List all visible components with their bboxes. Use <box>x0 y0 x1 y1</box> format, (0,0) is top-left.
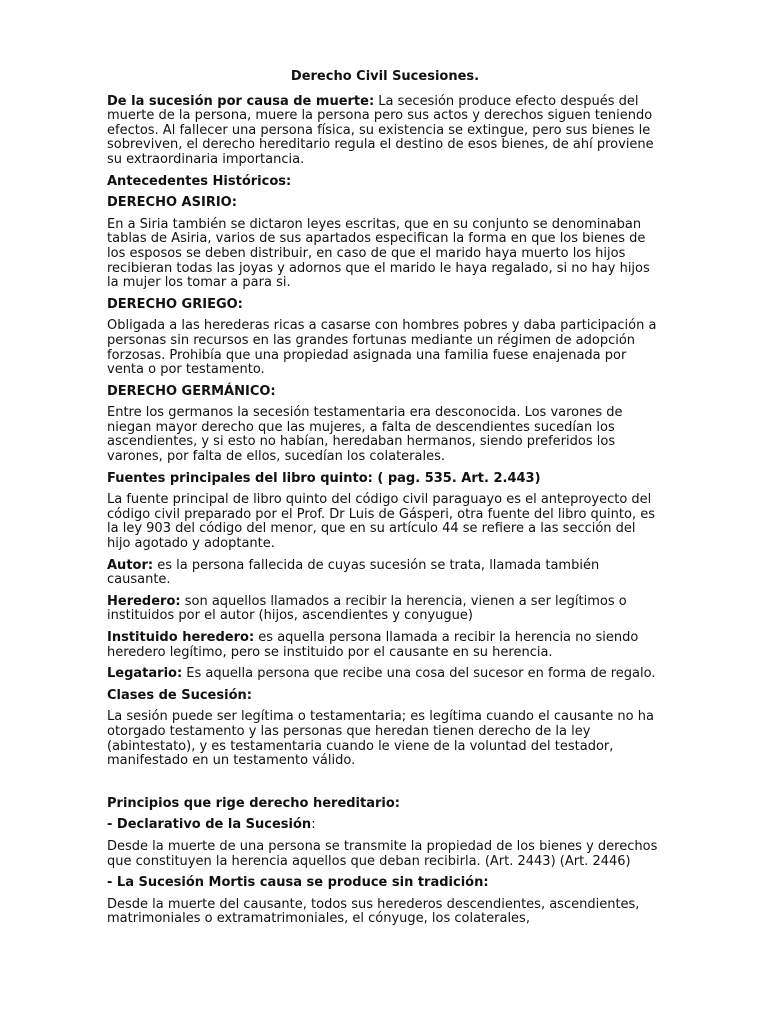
definition-instituido <box>107 631 663 660</box>
document-page <box>107 70 663 934</box>
fuentes-heading: Fuentes principales del libro quinto: ( pag. 535. Art. 2.443) <box>107 470 541 486</box>
fuentes-paragraph: La fuente principal de libro quinto del código civil paraguayo es el anteproyecto del código civil preparado por el Prof. Dr Luis de Gásperi, otra fuente del libro quinto, es la ley 903 del código del menor, que en su artículo 44 se refiere a las sección del hijo agotado y adoptante. <box>107 492 655 552</box>
definition-text: es aquella persona llamada a recibir la herencia no siendo heredero legítimo, pero se instituido por el causante en su herencia. <box>107 630 639 660</box>
definition-heredero <box>107 595 663 624</box>
definition-term: Heredero: <box>107 593 181 609</box>
principios-heading: Principios que rige derecho hereditario: <box>107 795 401 811</box>
intro-paragraph <box>107 95 663 168</box>
intro-term: De la sucesión por causa de muerte: <box>107 93 375 109</box>
germanico-paragraph: Entre los germanos la secesión testamentaria era desconocida. Los varones de niegan mayor derecho que las mujeres, a falta de descendientes sucedían los ascendientes, y si esto no habían, heredaban hermanos, siendo preferidos los varones, por falta de ellos, sucedían los colaterales. <box>107 405 623 465</box>
antecedentes-heading: Antecedentes Históricos: <box>107 173 292 189</box>
definition-term: Instituido heredero: <box>107 630 255 645</box>
definition-text: son aquellos llamados a recibir la herencia, vienen a ser legítimos o instituidos por el autor (hijos, ascendientes y conyugue) <box>107 593 627 624</box>
definition-text: es la persona fallecida de cuyas sucesión se trata, llamada también causante. <box>107 557 600 588</box>
mortis-paragraph: Desde la muerte del causante, todos sus herederos descendientes, ascendientes, matrimoniales o extramatrimoniales, el cónyuge, los colaterales, <box>107 896 640 927</box>
griego-heading: DERECHO GRIEGO: <box>107 296 243 312</box>
document-title: Derecho Civil Sucesiones. <box>290 69 480 84</box>
definition-text: Es aquella persona que recibe una cosa del sucesor en forma de regalo. <box>182 666 656 682</box>
intro-text: La secesión produce efecto después del muerte de la persona, muere la persona pero sus actos y derechos siguen teniendo efectos. Al fallecer una persona física, su existencia se extingue, pero sus bienes le sobreviven, el derecho hereditario regula el destino de esos bienes, de ahí proviene su extraordinaria importancia. <box>107 93 654 167</box>
asirio-heading: DERECHO ASIRIO: <box>107 195 237 211</box>
declarativo-heading-suffix: : <box>311 817 316 833</box>
declarativo-heading <box>107 818 663 833</box>
mortis-heading: - La Sucesión Mortis causa se produce sin tradición: <box>107 875 489 891</box>
asirio-paragraph: En a Siria también se dictaron leyes escritas, que en su conjunto se denominaban tablas de Asiria, varios de sus apartados especifican la forma en que los bienes de los esposos se deben distribuir, en caso de que el marido haya muerto los hijos recibieran todas las joyas y adornos que el marido le haya regalado, si no hay hijos la mujer los tomar a para si. <box>107 216 650 291</box>
griego-paragraph: Obligada a las herederas ricas a casarse con hombres pobres y daba participación a personas sin recursos en las grandes fortunas mediante un régimen de adopción forzosas. Prohibía que una propiedad asignada una familia fuese enajenada por venta o por testamento. <box>107 318 657 378</box>
blank-line <box>107 776 663 797</box>
clases-paragraph: La sesión puede ser legítima o testamentaria; es legítima cuando el causante no ha otorgado testamento y las personas que heredan tienen derecho de la ley (abintestato), y es testamentaria cuando le viene de la voluntad del testador, manifestado en un testamento válido. <box>107 709 654 769</box>
germanico-heading: DERECHO GERMÁNICO: <box>107 383 276 399</box>
definition-term: Autor: <box>107 557 154 573</box>
declarativo-heading-text: - Declarativo de la Sucesión <box>107 817 312 833</box>
declarativo-paragraph: Desde la muerte de una persona se transmite la propiedad de los bienes y derechos que constituyen la herencia aquellos que deban recibirla. (Art. 2443) (Art. 2446) <box>107 838 658 869</box>
definition-legatario <box>107 667 663 682</box>
definition-term: Legatario: <box>107 666 183 682</box>
definition-autor <box>107 559 663 588</box>
clases-heading: Clases de Sucesión: <box>107 687 252 703</box>
